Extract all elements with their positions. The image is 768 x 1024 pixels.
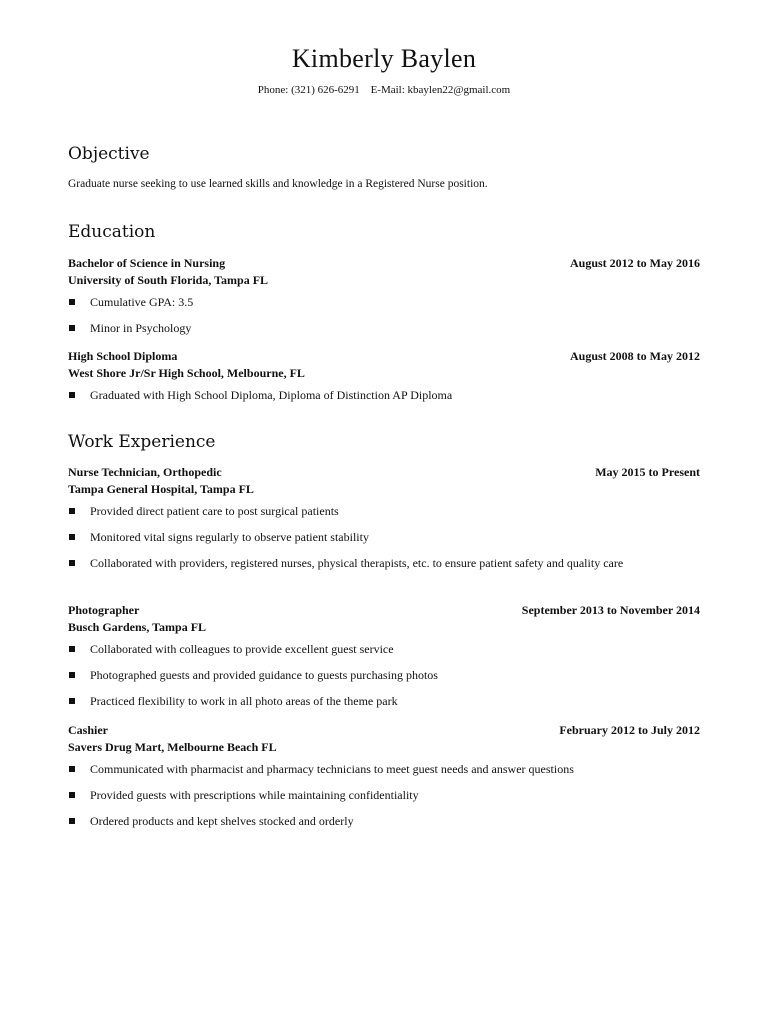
education-entry xyxy=(68,256,700,346)
bullet-icon xyxy=(69,766,75,772)
objective-text: Graduate nurse seeking to use learned skills and knowledge in a Registered Nurse position. xyxy=(68,178,488,190)
bullet-icon xyxy=(69,534,75,540)
bullet-icon xyxy=(69,698,75,704)
email-text: E-Mail: kbaylen22@gmail.com xyxy=(370,84,511,96)
bullet-icon xyxy=(69,792,75,798)
bullet-icon xyxy=(69,672,75,678)
list-item: Minor in Psychology xyxy=(68,320,700,337)
objective-heading: Objective xyxy=(68,144,150,164)
list-item: Monitored vital signs regularly to observe patient stability xyxy=(68,529,700,546)
entry-dates: May 2015 to Present xyxy=(595,465,700,479)
list-item: Collaborated with colleagues to provide excellent guest service xyxy=(68,641,700,658)
entry-title: Photographer xyxy=(68,603,140,617)
entry-organization: Busch Gardens, Tampa FL xyxy=(68,620,207,634)
list-item: Graduated with High School Diploma, Diploma of Distinction AP Diploma xyxy=(68,387,700,404)
list-item: Cumulative GPA: 3.5 xyxy=(68,294,700,311)
bullet-list xyxy=(68,387,700,404)
education-heading: Education xyxy=(68,222,156,242)
entry-dates: August 2012 to May 2016 xyxy=(569,256,700,270)
bullet-list xyxy=(68,641,700,710)
list-item: Provided guests with prescriptions while maintaining confidentiality xyxy=(68,787,700,804)
entry-dates: February 2012 to July 2012 xyxy=(559,723,700,737)
bullet-icon xyxy=(69,299,75,305)
entry-organization: West Shore Jr/Sr High School, Melbourne, FL xyxy=(68,366,305,380)
entry-dates: August 2008 to May 2012 xyxy=(569,349,700,363)
work-entry xyxy=(68,465,700,581)
work-entry xyxy=(68,603,700,719)
list-item: Communicated with pharmacist and pharmacy technicians to meet guest needs and answer questions xyxy=(68,761,700,778)
work-entry xyxy=(68,723,700,839)
entry-organization: Tampa General Hospital, Tampa FL xyxy=(68,482,254,496)
entry-organization: Savers Drug Mart, Melbourne Beach FL xyxy=(68,740,277,754)
bullet-icon xyxy=(69,560,75,566)
contact-line xyxy=(0,84,768,96)
work-experience-heading: Work Experience xyxy=(68,432,216,452)
bullet-icon xyxy=(69,392,75,398)
list-item: Ordered products and kept shelves stocked and orderly xyxy=(68,813,700,830)
list-item: Collaborated with providers, registered nurses, physical therapists, etc. to ensure patient safety and quality care xyxy=(68,555,700,572)
bullet-icon xyxy=(69,818,75,824)
bullet-icon xyxy=(69,646,75,652)
entry-title: Cashier xyxy=(68,723,108,737)
entry-dates: September 2013 to November 2014 xyxy=(521,603,700,617)
entry-title: Nurse Technician, Orthopedic xyxy=(68,465,222,479)
entry-title: Bachelor of Science in Nursing xyxy=(68,256,226,270)
list-item: Provided direct patient care to post surgical patients xyxy=(68,503,700,520)
list-item: Practiced flexibility to work in all photo areas of the theme park xyxy=(68,693,700,710)
bullet-list xyxy=(68,503,700,572)
bullet-list xyxy=(68,761,700,830)
phone-text: Phone: (321) 626-6291 xyxy=(257,84,360,96)
list-item: Photographed guests and provided guidance to guests purchasing photos xyxy=(68,667,700,684)
entry-title: High School Diploma xyxy=(68,349,178,363)
candidate-name: Kimberly Baylen xyxy=(291,44,477,73)
entry-organization: University of South Florida, Tampa FL xyxy=(68,273,269,287)
bullet-icon xyxy=(69,325,75,331)
education-entry xyxy=(68,349,700,413)
bullet-icon xyxy=(69,508,75,514)
bullet-list xyxy=(68,294,700,337)
